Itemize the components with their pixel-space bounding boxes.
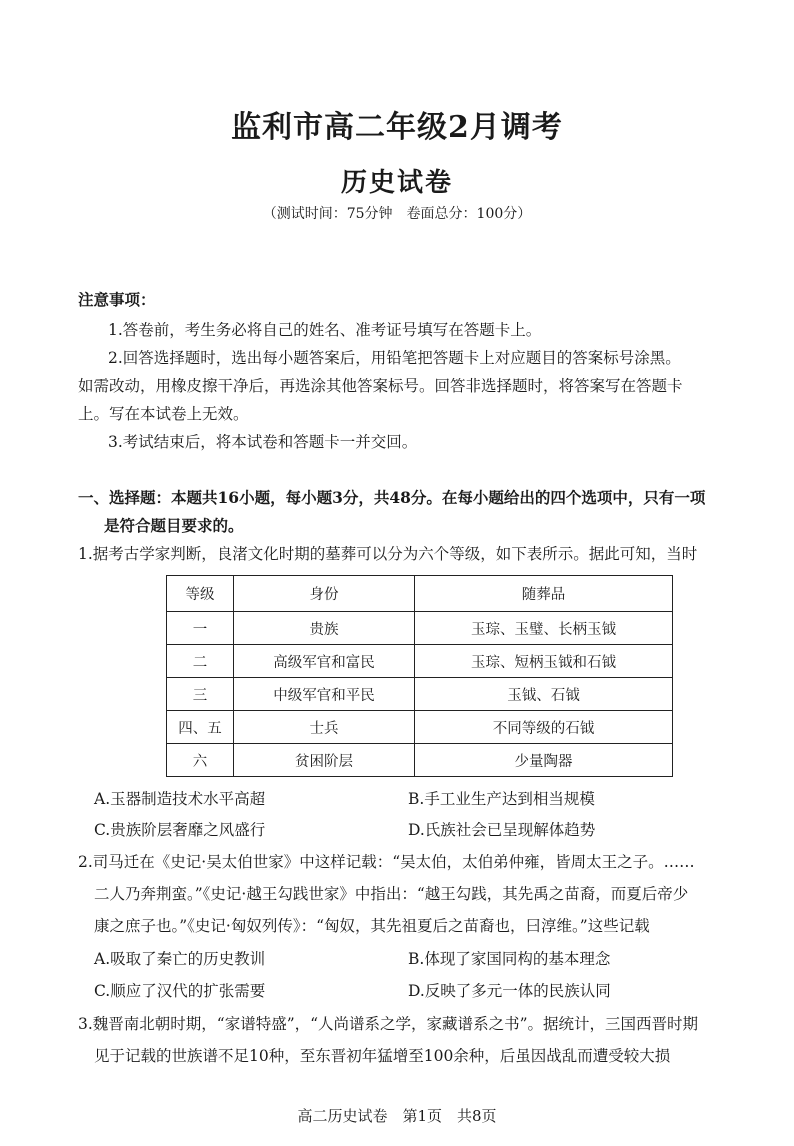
table-row	[167, 645, 673, 678]
burial-grade-table	[166, 575, 673, 777]
q1-option-b: B.手工业生产达到相当规模	[408, 790, 595, 808]
notice-item-3: 3.考试结束后，将本试卷和答题卡一并交回。	[108, 433, 418, 451]
notice-heading: 注意事项：	[78, 290, 156, 309]
section-1-heading: 一、选择题：本题共16小题，每小题3分，共48分。在每小题给出的四个选项中，只有一项	[78, 488, 706, 507]
question-2-line-2: 二人乃奔荆蛮。”《史记·越王勾践世家》中指出：“越王勾践，其先禹之苗裔，而夏后帝少	[94, 885, 689, 903]
notice-item-2-line-1: 2.回答选择题时，选出每小题答案后，用铅笔把答题卡上对应题目的答案标号涂黑。	[108, 349, 681, 367]
table-cell: 高级军官和富民	[234, 645, 415, 678]
table-cell: 玉琮、短柄玉钺和石钺	[415, 645, 673, 678]
table-header-row	[167, 576, 673, 612]
exam-title: 监利市高二年级2月调考	[231, 110, 563, 145]
table-cell: 不同等级的石钺	[415, 711, 673, 744]
table-cell: 少量陶器	[415, 744, 673, 777]
question-3-line-2: 见于记载的世族谱不足10种，至东晋初年猛增至100余种，后虽因战乱而遭受较大损	[94, 1047, 671, 1065]
exam-meta: （测试时间：75分钟 卷面总分：100分）	[262, 206, 532, 222]
notice-item-1: 1.答卷前，考生务必将自己的姓名、准考证号填写在答题卡上。	[108, 321, 542, 339]
page-footer: 高二历史试卷 第1页 共8页	[297, 1107, 497, 1125]
table-cell: 四、五	[167, 711, 234, 744]
table-cell: 二	[167, 645, 234, 678]
q1-option-a: A.玉器制造技术水平高超	[94, 790, 266, 808]
question-2-line-3: 康之庶子也。”《史记·匈奴列传》：“匈奴，其先祖夏后之苗裔也，曰淳维。”这些记载	[94, 917, 650, 935]
table-cell: 中级军官和平民	[234, 678, 415, 711]
notice-item-2-line-2: 如需改动，用橡皮擦干净后，再选涂其他答案标号。回答非选择题时，将答案写在答题卡	[78, 377, 683, 395]
q2-option-a: A.吸取了秦亡的历史教训	[94, 950, 266, 968]
table-row	[167, 612, 673, 645]
question-1-stem: 1.据考古学家判断，良渚文化时期的墓葬可以分为六个等级，如下表所示。据此可知，当时	[78, 545, 698, 563]
table-header-cell: 等级	[167, 576, 234, 612]
table-header-cell: 随葬品	[415, 576, 673, 612]
table-cell: 一	[167, 612, 234, 645]
q2-option-b: B.体现了家国同构的基本理念	[408, 950, 611, 968]
question-2-line-1: 2.司马迁在《史记·吴太伯世家》中这样记载：“吴太伯，太伯弟仲雍，皆周太王之子。……	[78, 853, 695, 871]
section-1-heading-cont: 是符合题目要求的。	[104, 516, 244, 535]
table-cell: 玉钺、石钺	[415, 678, 673, 711]
question-3-line-1: 3.魏晋南北朝时期，“家谱特盛”，“人尚谱系之学，家藏谱系之书”。据统计，三国西晋时期	[78, 1015, 698, 1033]
table-header-cell: 身份	[234, 576, 415, 612]
table-cell: 三	[167, 678, 234, 711]
table-cell: 士兵	[234, 711, 415, 744]
exam-subtitle: 历史试卷	[340, 168, 453, 198]
table-cell: 贵族	[234, 612, 415, 645]
notice-item-2-line-3: 上。写在本试卷上无效。	[78, 405, 249, 423]
q1-option-c: C.贵族阶层奢靡之风盛行	[94, 821, 266, 839]
table-cell: 贫困阶层	[234, 744, 415, 777]
table-row	[167, 678, 673, 711]
table-cell: 六	[167, 744, 234, 777]
table-row	[167, 711, 673, 744]
table-row	[167, 744, 673, 777]
q2-option-c: C.顺应了汉代的扩张需要	[94, 982, 266, 1000]
q1-option-d: D.氏族社会已呈现解体趋势	[408, 821, 596, 839]
q2-option-d: D.反映了多元一体的民族认同	[408, 982, 611, 1000]
table-cell: 玉琮、玉璧、长柄玉钺	[415, 612, 673, 645]
